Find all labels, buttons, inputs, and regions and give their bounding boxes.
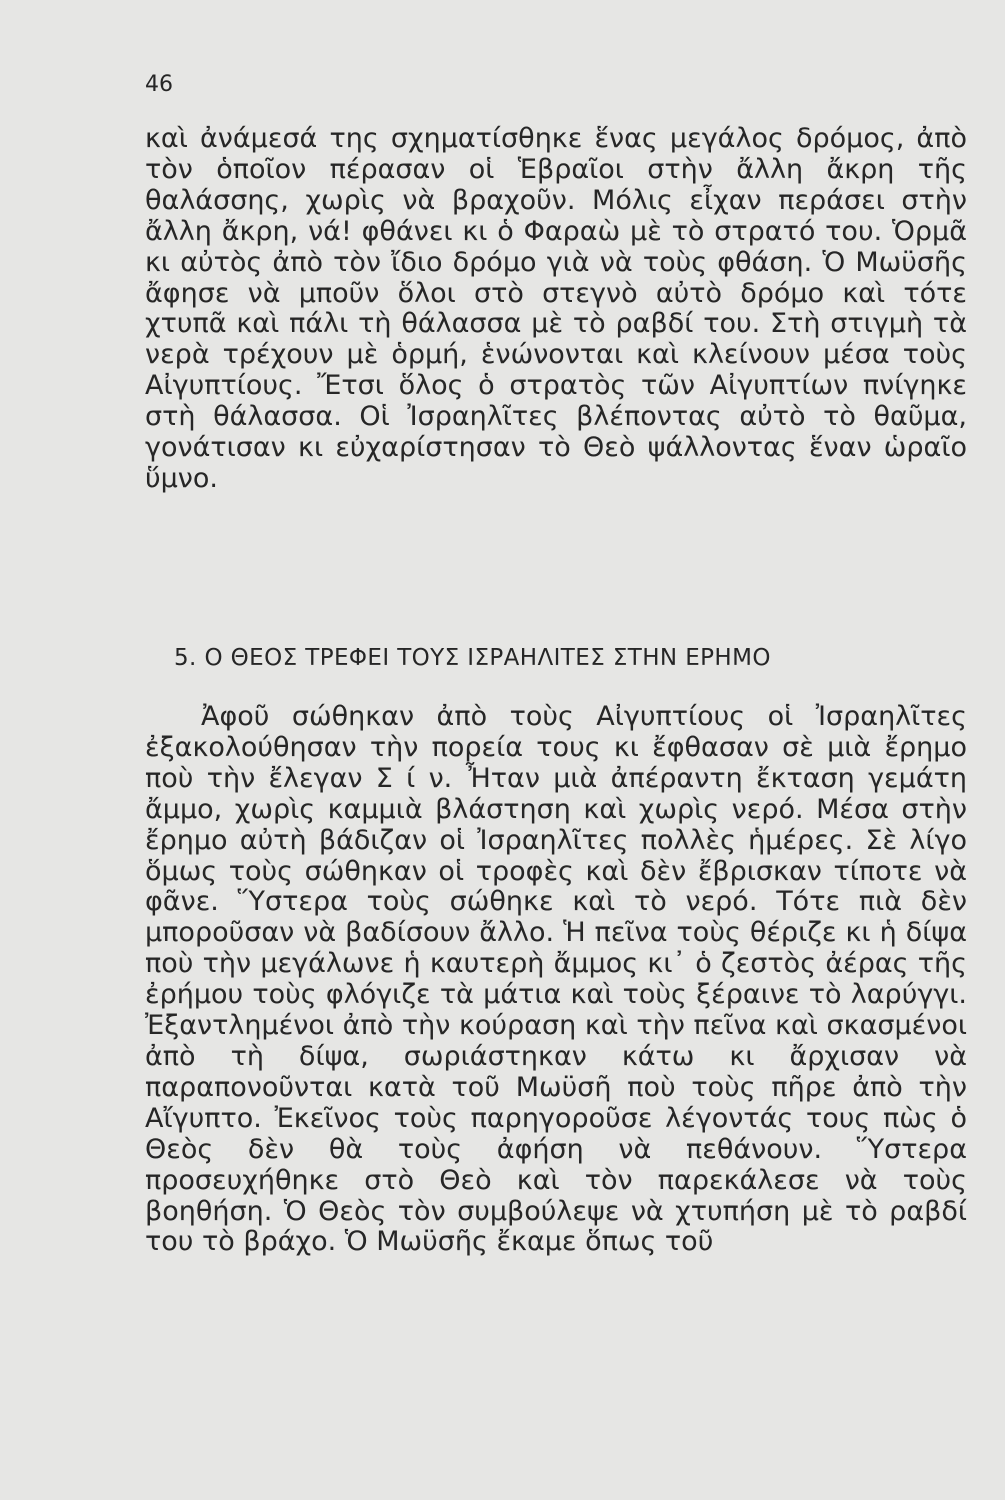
page-number: 46: [145, 72, 173, 97]
paragraph-red-sea-crossing: καὶ ἀνάμεσά της σχηματίσθηκε ἕνας μεγάλος δρόμος, ἀπὸ τὸν ὁποῖον πέρασαν οἱ Ἑβραῖοι στὴν ἄλλη ἄκρη τῆς θαλάσσης, χωρὶς νὰ βραχοῦν. Μόλις εἶχαν περάσει στὴν ἄλλη ἄκρη, νά! φθάνει κι ὁ Φαραὼ μὲ τὸ στρατό του. Ὁρμᾶ κι αὐτὸς ἀπὸ τὸν ἴδιο δρόμο γιὰ νὰ τοὺς φθάση. Ὁ Μωϋσῆς ἄφησε νὰ μποῦν ὅλοι στὸ στεγνὸ αὐτὸ δρόμο καὶ τότε χτυπᾶ καὶ πάλι τὴ θάλασσα μὲ τὸ ραβδί του. Στὴ στιγμὴ τὰ νερὰ τρέχουν μὲ ὁρμή, ἑνώνονται καὶ κλείνουν μέσα τοὺς Αἰγυπτίους. Ἔτσι ὅλος ὁ στρατὸς τῶν Αἰγυπτίων πνίγηκε στὴ θάλασσα. Οἱ Ἰσραηλῖτες βλέποντας αὐτὸ τὸ θαῦμα, γονάτισαν κι εὐχαρίστησαν τὸ Θεὸ ψάλλοντας ἕναν ὡραῖο ὕμνο.: [145, 123, 967, 494]
section-heading: 5. Ο ΘΕΟΣ ΤΡΕΦΕΙ ΤΟΥΣ ΙΣΡΑΗΛΙΤΕΣ ΣΤΗΝ ΕΡΗΜΟ: [174, 645, 771, 671]
paragraph-desert: Ἀφοῦ σώθηκαν ἀπὸ τοὺς Αἰγυπτίους οἱ Ἰσραηλῖτες ἐξακολούθησαν τὴν πορεία τους κι ἔφθασαν σὲ μιὰ ἔρημο ποὺ τὴν ἔλεγαν Σ ί ν. Ἦταν μιὰ ἀπέραντη ἔκταση γεμάτη ἄμμο, χωρὶς καμμιὰ βλάστηση καὶ χωρὶς νερό. Μέσα στὴν ἔρημο αὐτὴ βάδιζαν οἱ Ἰσραηλῖτες πολλὲς ἡμέρες. Σὲ λίγο ὅμως τοὺς σώθηκαν οἱ τροφὲς καὶ δὲν ἔβρισκαν τίποτε νὰ φᾶνε. Ὕστερα τοὺς σώθηκε καὶ τὸ νερό. Τότε πιὰ δὲν μποροῦσαν νὰ βαδίσουν ἄλλο. Ἡ πεῖνα τοὺς θέριζε κι ἡ δίψα ποὺ τὴν μεγάλωνε ἡ καυτερὴ ἄμμος κι᾽ ὁ ζεστὸς ἀέρας τῆς ἐρήμου τοὺς φλόγιζε τὰ μάτια καὶ τοὺς ξέραινε τὸ λαρύγγι. Ἐξαντλημένοι ἀπὸ τὴν κούραση καὶ τὴν πεῖνα καὶ σκασμένοι ἀπὸ τὴ δίψα, σωριάστηκαν κάτω κι ἄρχισαν νὰ παραπονοῦνται κατὰ τοῦ Μωϋσῆ ποὺ τοὺς πῆρε ἀπὸ τὴν Αἴγυπτο. Ἐκεῖνος τοὺς παρηγοροῦσε λέγοντάς τους πὼς ὁ Θεὸς δὲν θὰ τοὺς ἀφήση νὰ πεθάνουν. Ὕστερα προσευχήθηκε στὸ Θεὸ καὶ τὸν παρεκάλεσε νὰ τοὺς βοηθήση. Ὁ Θεὸς τὸν συμβούλεψε νὰ χτυπήση μὲ τὸ ραβδί του τὸ βράχο. Ὁ Μωϋσῆς ἔκαμε ὅπως τοῦ: [145, 701, 967, 1258]
